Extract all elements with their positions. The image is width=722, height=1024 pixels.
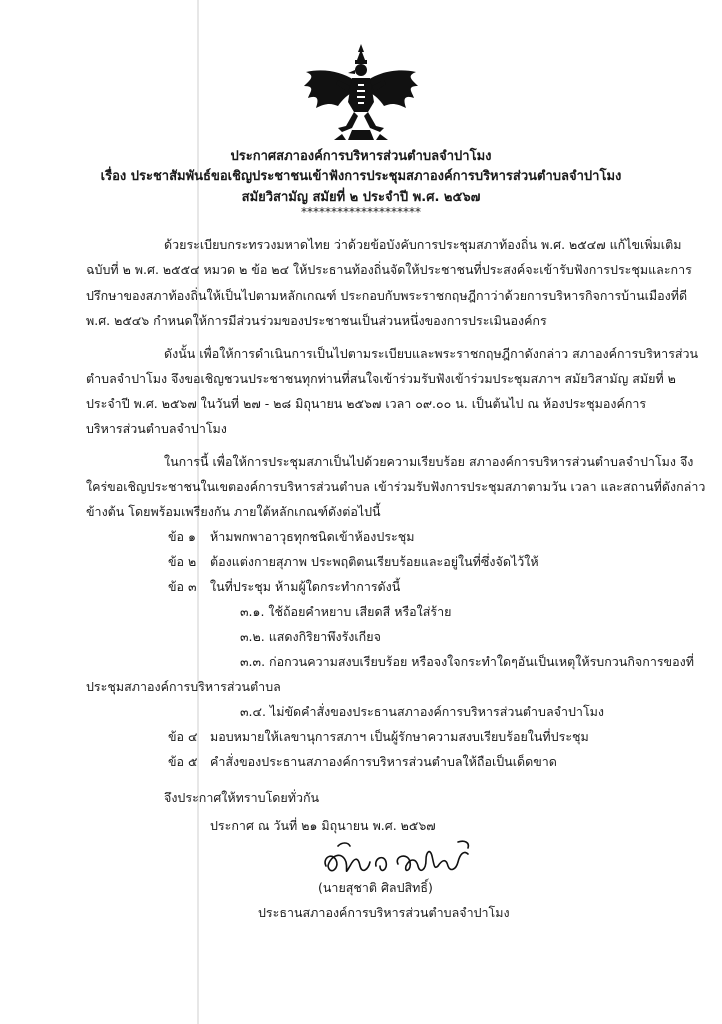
rule-label: ข้อ ๔ [168,729,198,744]
paragraph-1-line: พ.ศ. ๒๕๔๖ กำหนดให้การมีส่วนร่วมของประชาชนเป็นส่วนหนึ่งของการประเมินองค์กร [86,313,547,328]
rule-text: คำสั่งของประธานสภาองค์การบริหารส่วนตำบลให้ถือเป็นเด็ดขาด [210,754,557,769]
subrule-line: ๓.๒. แสดงกิริยาพึงรังเกียจ [240,629,381,644]
paragraph-3-line: ในการนี้ เพื่อให้การประชุมสภาเป็นไปด้วยความเรียบร้อย สภาองค์การบริหารส่วนตำบลจำปาโมง จึง [164,454,694,469]
closing-statement: จึงประกาศให้ทราบโดยทั่วกัน [164,790,320,805]
announcement-title: ประกาศสภาองค์การบริหารส่วนตำบลจำปาโมง [230,149,492,164]
subrule-line: ๓.๓. ก่อกวนความสงบเรียบร้อย หรือจงใจกระทำใดๆอันเป็นเหตุให้รบกวนกิจการของที่ [240,654,694,669]
garuda-emblem-icon [302,42,420,142]
paragraph-3-line: ใคร่ขอเชิญประชาชนในเขตองค์การบริหารส่วนตำบล เข้าร่วมรับฟังการประชุมสภาตามวัน เวลา และสถานที่ดังกล่าว [86,479,706,494]
signer-name: (นายสุชาติ ศิลปสิทธิ์) [318,880,433,895]
paragraph-2-line: ประจำปี พ.ศ. ๒๕๖๗ ในวันที่ ๒๗ - ๒๘ มิถุนายน ๒๕๖๗ เวลา ๐๙.๐๐ น. เป็นต้นไป ณ ห้องประชุมองค์การ [86,396,647,411]
handwritten-signature [318,836,478,882]
rule-text: ต้องแต่งกายสุภาพ ประพฤติตนเรียบร้อยและอยู่ในที่ซึ่งจัดไว้ให้ [210,554,539,569]
paragraph-1-line: ฉบับที่ ๒ พ.ศ. ๒๕๕๔ หมวด ๒ ข้อ ๒๔ ให้ประธานท้องถิ่นจัดให้ประชาชนที่ประสงค์จะเข้ารับฟังการประชุมและการ [86,262,692,277]
subrule-line: ๓.๔. ไม่ขัดคำสั่งของประธานสภาองค์การบริหารส่วนตำบลจำปาโมง [240,704,605,719]
signer-position: ประธานสภาองค์การบริหารส่วนตำบลจำปาโมง [258,905,510,920]
paragraph-2-line: ตำบลจำปาโมง จึงขอเชิญชวนประชาชนทุกท่านที่สนใจเข้าร่วมรับฟังเข้าร่วมประชุมสภาฯ สมัยวิสามัญ สมัยที่ ๒ [86,371,676,386]
rule-text: ห้ามพกพาอาวุธทุกชนิดเข้าห้องประชุม [210,529,415,544]
subrule-line: ๓.๑. ใช้ถ้อยคำหยาบ เสียดสี หรือใส่ร้าย [240,604,452,619]
rule-text: ในที่ประชุม ห้ามผู้ใดกระทำการดังนี้ [210,579,401,594]
divider: ******************** [301,205,421,219]
session-line: สมัยวิสามัญ สมัยที่ ๒ ประจำปี พ.ศ. ๒๕๖๗ [241,190,481,205]
paragraph-2-line: ดังนั้น เพื่อให้การดำเนินการเป็นไปตามระเบียบและพระราชกฤษฎีกาดังกล่าว สภาองค์การบริหารส่วน [164,346,699,361]
rule-label: ข้อ ๕ [168,754,198,769]
paragraph-1-line: ด้วยระเบียบกระทรวงมหาดไทย ว่าด้วยข้อบังคับการประชุมสภาท้องถิ่น พ.ศ. ๒๕๔๗ แก้ไขเพิ่มเติม [164,237,682,252]
rule-label: ข้อ ๑ [168,529,196,544]
announcement-date: ประกาศ ณ วันที่ ๒๑ มิถุนายน พ.ศ. ๒๕๖๗ [210,818,436,833]
announcement-subject: เรื่อง ประชาสัมพันธ์ขอเชิญประชาชนเข้าฟังการประชุมสภาองค์การบริหารส่วนตำบลจำปาโมง [100,169,622,184]
paragraph-3-line: ข้างต้น โดยพร้อมเพรียงกัน ภายใต้หลักเกณฑ์ดังต่อไปนี้ [86,504,381,519]
paragraph-1-line: ปรึกษาของสภาท้องถิ่นให้เป็นไปตามหลักเกณฑ์ ประกอบกับพระราชกฤษฎีกาว่าด้วยการบริหารกิจการบ้านเมืองที่ดี [86,288,688,303]
paragraph-2-line: บริหารส่วนตำบลจำปาโมง [86,421,227,436]
rule-label: ข้อ ๓ [168,579,197,594]
rule-text: มอบหมายให้เลขานุการสภาฯ เป็นผู้รักษาความสงบเรียบร้อยในที่ประชุม [210,729,589,744]
rule-label: ข้อ ๒ [168,554,197,569]
subrule-line: ประชุมสภาองค์การบริหารส่วนตำบล [86,679,281,694]
